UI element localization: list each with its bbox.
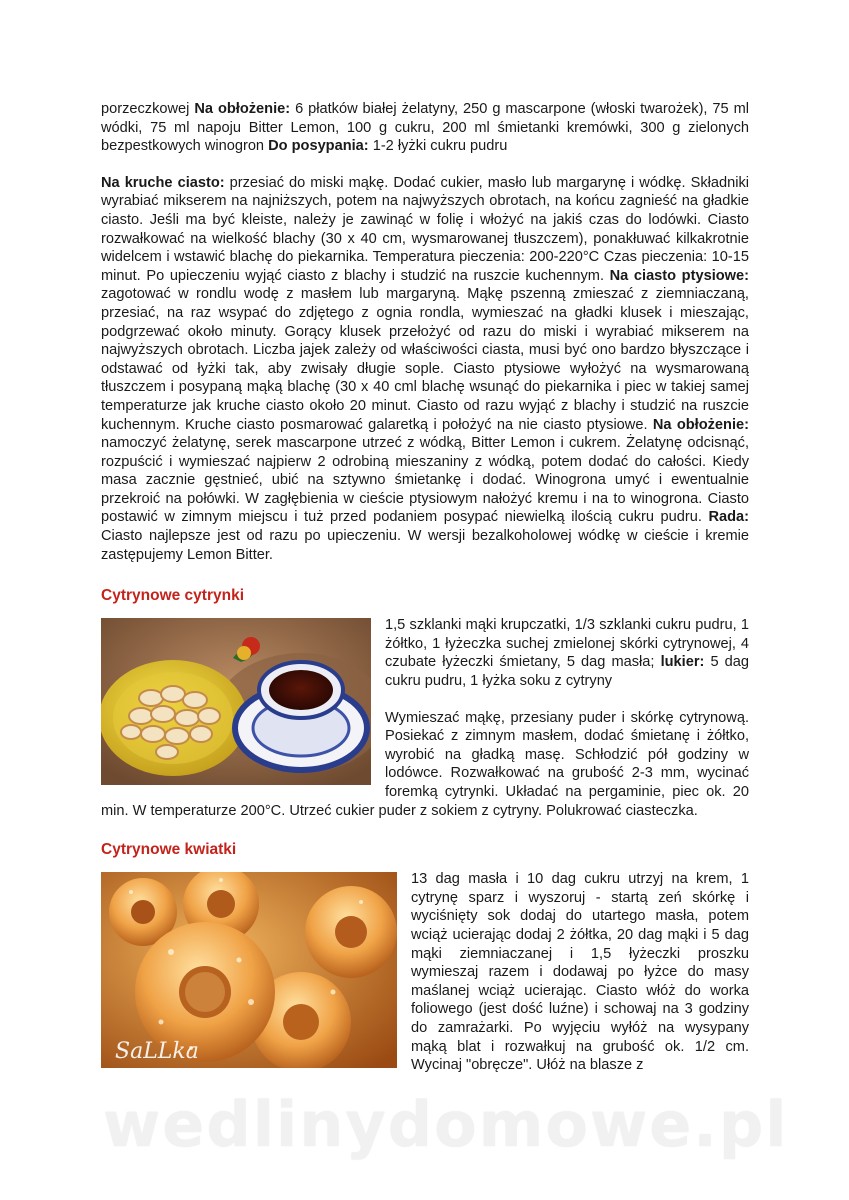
- recipe2-block: [101, 870, 749, 1075]
- recipe1-ingredients-text: 1,5 szklanki mąki krupczatki, 1/3 szklanki cukru pudru, 1 żółtko, 1 łyżeczka suchej zmielonej skórki cytrynowej, 4 czubate łyżeczki śmietany, 5 dag masła;: [385, 617, 749, 671]
- site-watermark: wedlinydomowe.pl: [103, 1088, 789, 1161]
- method-text-4: Ciasto najlepsze jest od razu po upieczeniu. W wersji bezalkoholowej wódkę w cieście i kremie zastępujemy Lemon Bitter.: [101, 528, 749, 563]
- photo-signature: SaLLka: [115, 1039, 199, 1065]
- recipe1-bold-icing: lukier:: [660, 654, 705, 671]
- intro-bold-sprinkle: Do posypania:: [268, 138, 369, 155]
- recipe2-title: Cytrynowe kwiatki: [101, 841, 237, 859]
- method-text-2: zagotować w rondlu wodę z masłem lub margaryną. Mąkę pszenną zmieszać z ziemniaczaną, przesiać, na raz wsypać do zdjętego z ognia rondla, wymieszać na gładki klusek i mieszając, podgrzewać około minuty. Gorący klusek przełożyć od razu do miski i wyrabiać mikserem na najwyższych obrotach. Liczba jajek zależy od właściwości ciasta, musi być ono bardzo błyszczące i odstawać od łyżki tak, aby zwisały długie sople. Ciasto ptysiowe wyłożyć na wysmarowaną tłuszczem i posypaną mąką blachę (30 x 40 cml blachę wsunąć do piekarnika i piec w takiej samej temperaturze jak kruche ciasto około 20 minut. Ciasto od razu wyjąć z blachy i studzić na ruszcie kuchennym. Kruche ciasto posmarować galaretką i położyć na nie ciasto ptysiowe.: [101, 286, 749, 433]
- recipe1-photo: [101, 618, 371, 785]
- method-paragraph: [101, 174, 749, 564]
- recipe2-text: 13 dag masła i 10 dag cukru utrzyj na krem, 1 cytrynę sparz i wyszoruj - startą zeń skórkę i wyciśnięty sok dodaj do utartego masła, potem wciąż ucierając dodaj 2 żółtka, 20 dag mąki i 5 dag mąki ziemniaczanej i 1,5 łyżeczki proszku wymieszaj razem i dodawaj po łyżce do masy maślanej wciąż ucierając. Ciasto włóż do worka foliowego (jest dość luźne) i schowaj na 3 godziny do zamrażarki. Po wyjęciu wyłóż na wysypany mąką blat i rozwałkuj na grubość ok. 1/2 cm. Wycinaj "obręcze". Ułóż na blasze z: [411, 871, 749, 1074]
- method-bold-topping: Na obłożenie:: [652, 416, 749, 433]
- recipe1-title: Cytrynowe cytrynki: [101, 587, 244, 605]
- intro-text-1: porzeczkowej: [101, 101, 195, 117]
- method-bold-shortcrust: Na kruche ciasto:: [101, 174, 225, 191]
- recipe1-icing-text: 5 dag cukru pudru, 1 łyżka soku z cytryny: [385, 654, 750, 690]
- intro-paragraph: [101, 100, 749, 156]
- recipe1-block: [101, 616, 749, 820]
- lemon-cookies-photo: [101, 618, 371, 785]
- method-text-1: przesiać do miski mąkę. Dodać cukier, masło lub margarynę i wódkę. Składniki wyrabiać mikserem na najniższych, potem na najwyższych obrotach, na końcu zagnieść na gładkie ciasto. Jeśli ma być kleiste, należy je zawinąć w folię i włożyć na jakiś czas do lodówki. Ciasto rozwałkować na wielkość blachy (30 x 40 cm, wysmarowanej tłuszczem), ponakłuwać kilkakrotnie widelcem i wstawić blachę do piekarnika. Temperatura pieczenia: 200-220°C Czas pieczenia: 10-15 minut. Po upieczeniu wyjąć ciasto z blachy i studzić na ruszcie kuchennym.: [101, 174, 749, 284]
- method-text-3: namoczyć żelatynę, serek mascarpone utrzeć z wódką, Bitter Lemon i cukrem. Żelatynę odcisnąć, rozpuścić i wymieszać najpierw 2 odrobiną mieszaniny z wódką, potem dodać do całości. Kiedy masa zacznie gęstnieć, ubić na sztywno śmietankę i dodać. Winogrona umyć i ewentualnie przekroić na połówki. W zagłębienia w cieście ptysiowym nałożyć kremu i na to winogrona. Ciasto postawić w zimnym miejscu i tuż przed podaniem posypać niewielką ilością cukru pudru.: [101, 435, 749, 526]
- intro-text-2: 6 płatków białej żelatyny, 250 g mascarpone (włoski twarożek), 75 ml wódki, 75 ml napoju Bitter Lemon, 100 g cukru, 200 ml śmietanki kremówki, 300 g zielonych bezpestkowych winogron: [101, 101, 750, 155]
- intro-text-3: 1-2 łyżki cukru pudru: [368, 138, 508, 155]
- lemon-flower-cookies-photo: [101, 872, 397, 1068]
- intro-bold-topping: Na obłożenie:: [194, 101, 291, 117]
- document-page: [101, 100, 749, 1075]
- method-bold-choux: Na ciasto ptysiowe:: [609, 267, 749, 284]
- recipe1-method: Wymieszać mąkę, przesiany puder i skórkę cytrynową. Posiekać z zimnym masłem, dodać śmietanę i żółtko, wyrobić na gładką masę. Schłodzić pół godziny w lodówce. Rozwałkować na grubość 2-3 mm, wycinać foremką cytrynki. Układać na pergaminie, piec ok. 20 min. W temperaturze 200°C. Utrzeć cukier puder z sokiem z cytryny. Polukrować ciasteczka.: [101, 709, 749, 819]
- recipe2-photo: [101, 872, 397, 1068]
- method-bold-tip: Rada:: [708, 509, 749, 526]
